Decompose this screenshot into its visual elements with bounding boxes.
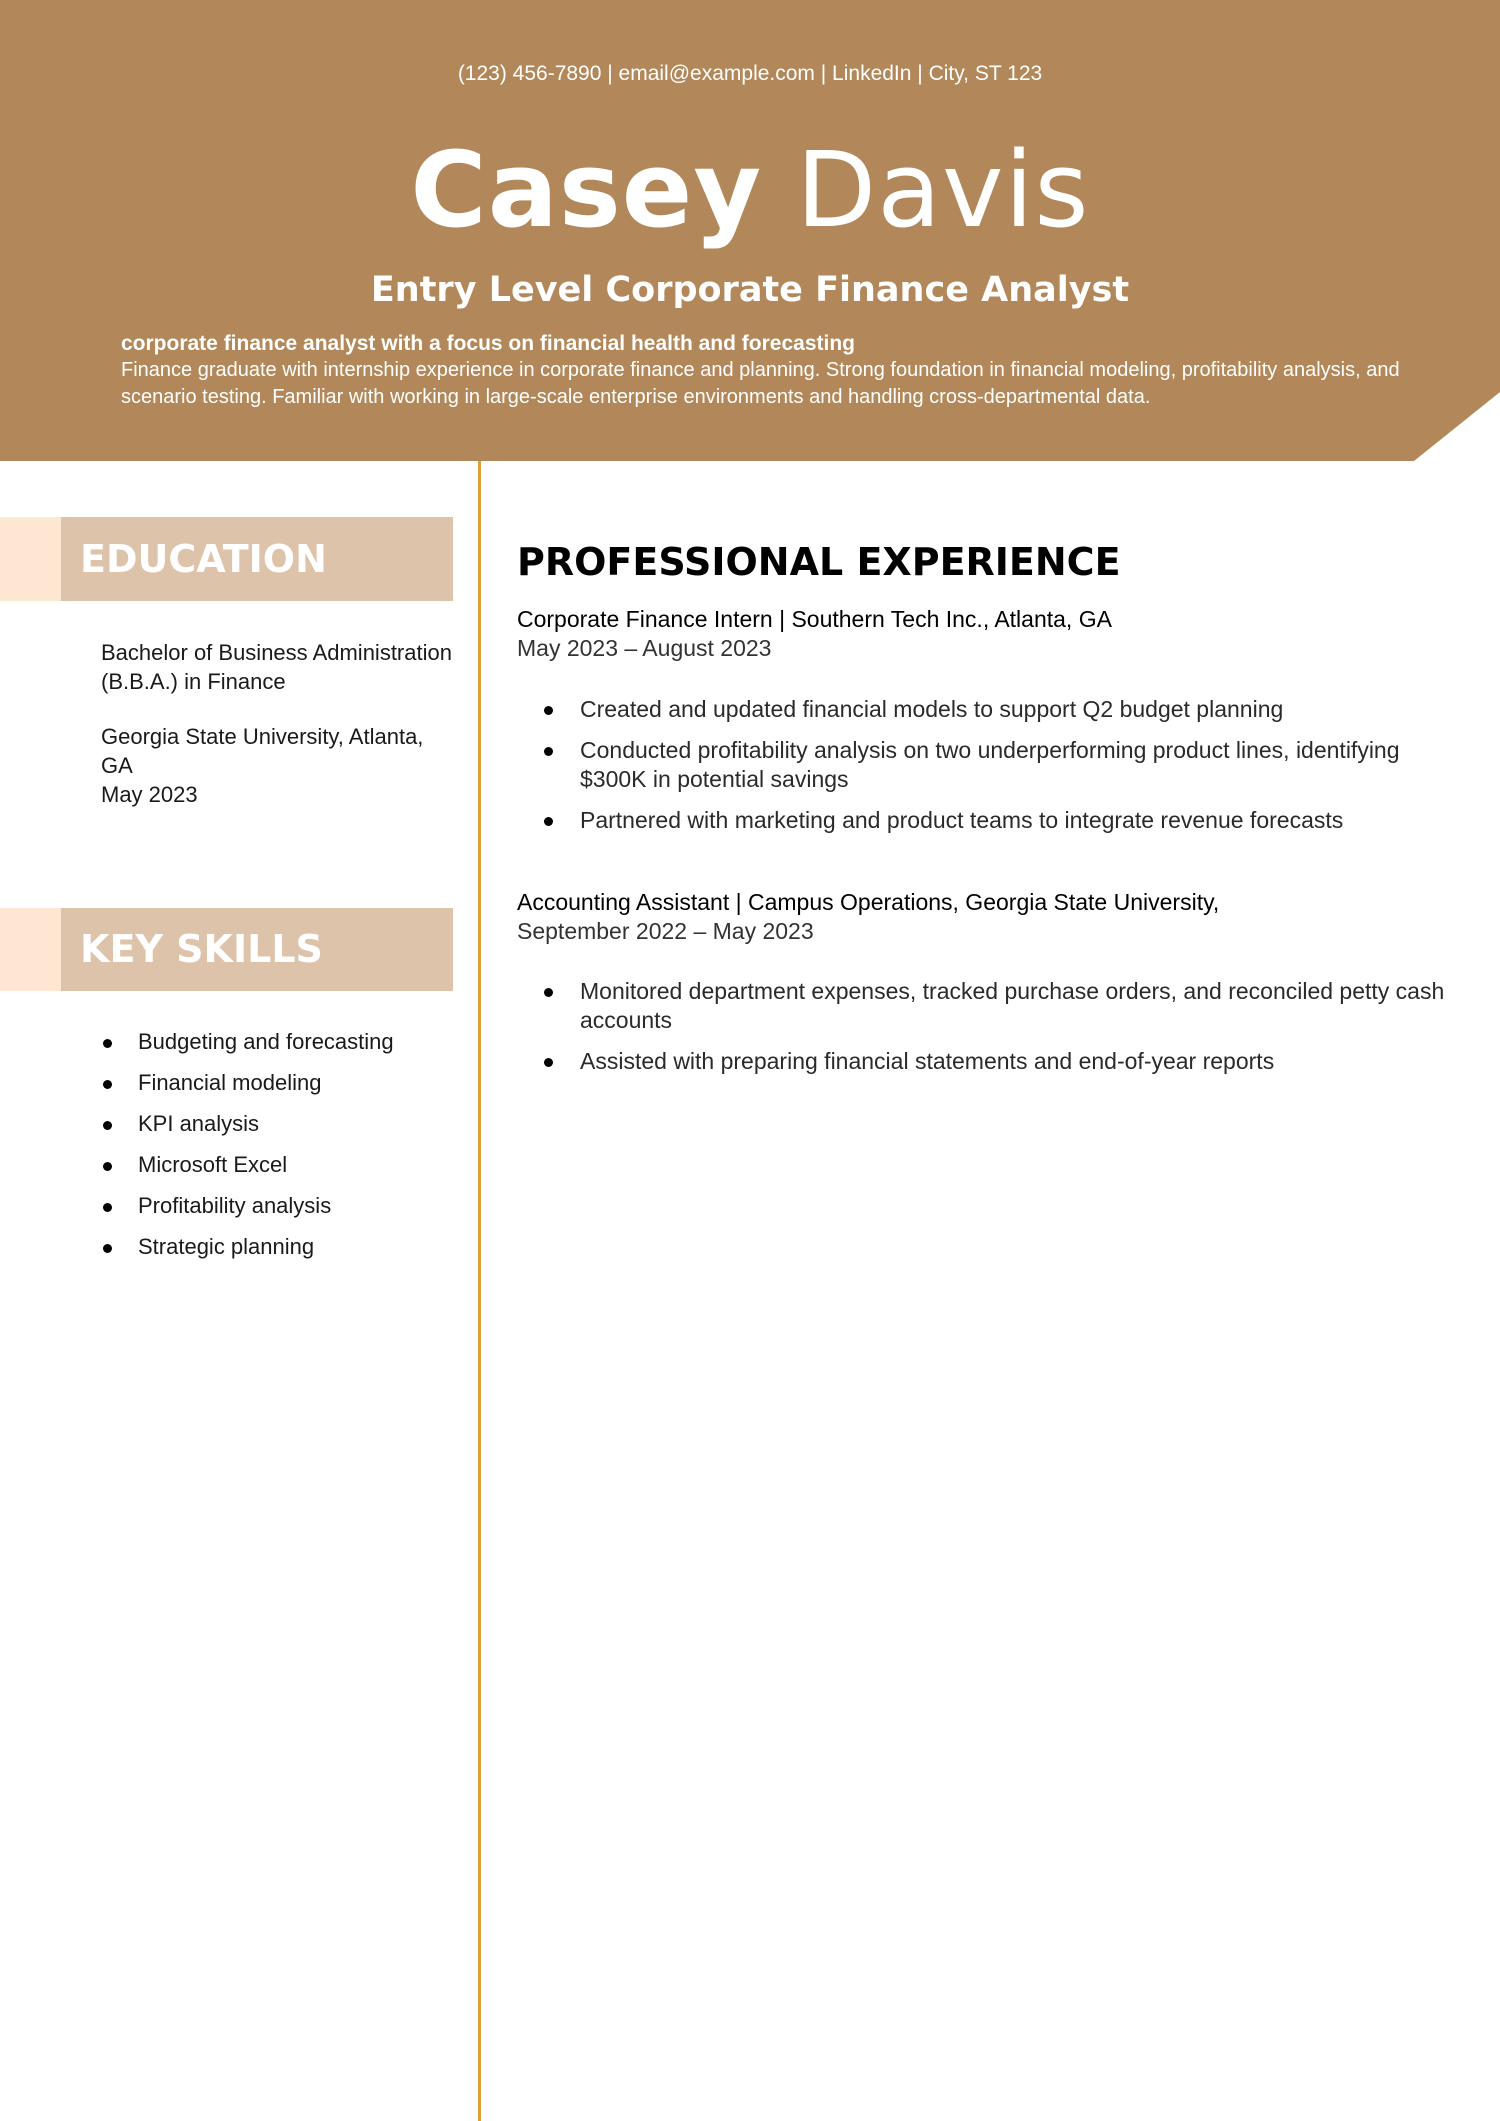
- education-date: May 2023: [101, 782, 198, 807]
- list-item: Monitored department expenses, tracked purchase orders, and reconciled petty cash accounts: [542, 977, 1472, 1035]
- header-banner: [0, 0, 1500, 461]
- job-header: [517, 888, 1457, 946]
- list-item: Financial modeling: [101, 1066, 394, 1107]
- list-item: Partnered with marketing and product teams to integrate revenue forecasts: [542, 806, 1472, 835]
- first-name: Casey: [410, 129, 763, 251]
- job-bullets: [542, 977, 1472, 1088]
- education-degree: Bachelor of Business Administration (B.B.A.) in Finance: [101, 640, 452, 694]
- skills-heading: KEY SKILLS: [61, 908, 453, 991]
- education-heading: EDUCATION: [61, 517, 453, 601]
- job-title: Entry Level Corporate Finance Analyst: [370, 270, 1130, 310]
- list-item: Conducted profitability analysis on two underperforming product lines, identifying $300K in potential savings: [542, 736, 1472, 794]
- job-dates: May 2023 – August 2023: [517, 635, 772, 661]
- candidate-name: [0, 128, 1500, 252]
- summary-heading: corporate finance analyst with a focus on financial health and forecasting: [121, 332, 855, 355]
- skills-band: [0, 908, 61, 991]
- job-dates: September 2022 – May 2023: [517, 918, 814, 944]
- job-header: [517, 605, 1457, 663]
- header-corner-cut: [1414, 392, 1500, 461]
- experience-heading: PROFESSIONAL EXPERIENCE: [517, 540, 1121, 584]
- job-title-line: Accounting Assistant | Campus Operations, Georgia State University,: [517, 889, 1220, 915]
- list-item: Strategic planning: [101, 1230, 394, 1271]
- list-item: Microsoft Excel: [101, 1148, 394, 1189]
- column-divider: [478, 461, 481, 2121]
- list-item: KPI analysis: [101, 1107, 394, 1148]
- job-title-line: Corporate Finance Intern | Southern Tech Inc., Atlanta, GA: [517, 606, 1112, 632]
- last-name: Davis: [796, 129, 1090, 251]
- contact-line: (123) 456-7890 | email@example.com | LinkedIn | City, ST 123: [457, 62, 1043, 85]
- summary-text: Finance graduate with internship experience in corporate finance and planning. Strong foundation in financial modeling, profitability analysis, and scenario testing. Familiar with working in large-scale enterprise environments and handling cross-departmental data.: [121, 359, 1400, 408]
- list-item: Profitability analysis: [101, 1189, 394, 1230]
- skills-list: [101, 1025, 394, 1271]
- job-bullets: [542, 695, 1472, 847]
- list-item: Budgeting and forecasting: [101, 1025, 394, 1066]
- education-details: [101, 638, 461, 809]
- education-school: Georgia State University, Atlanta, GA: [101, 724, 424, 778]
- education-band: [0, 517, 61, 601]
- list-item: Assisted with preparing financial statements and end-of-year reports: [542, 1047, 1472, 1076]
- list-item: Created and updated financial models to support Q2 budget planning: [542, 695, 1472, 724]
